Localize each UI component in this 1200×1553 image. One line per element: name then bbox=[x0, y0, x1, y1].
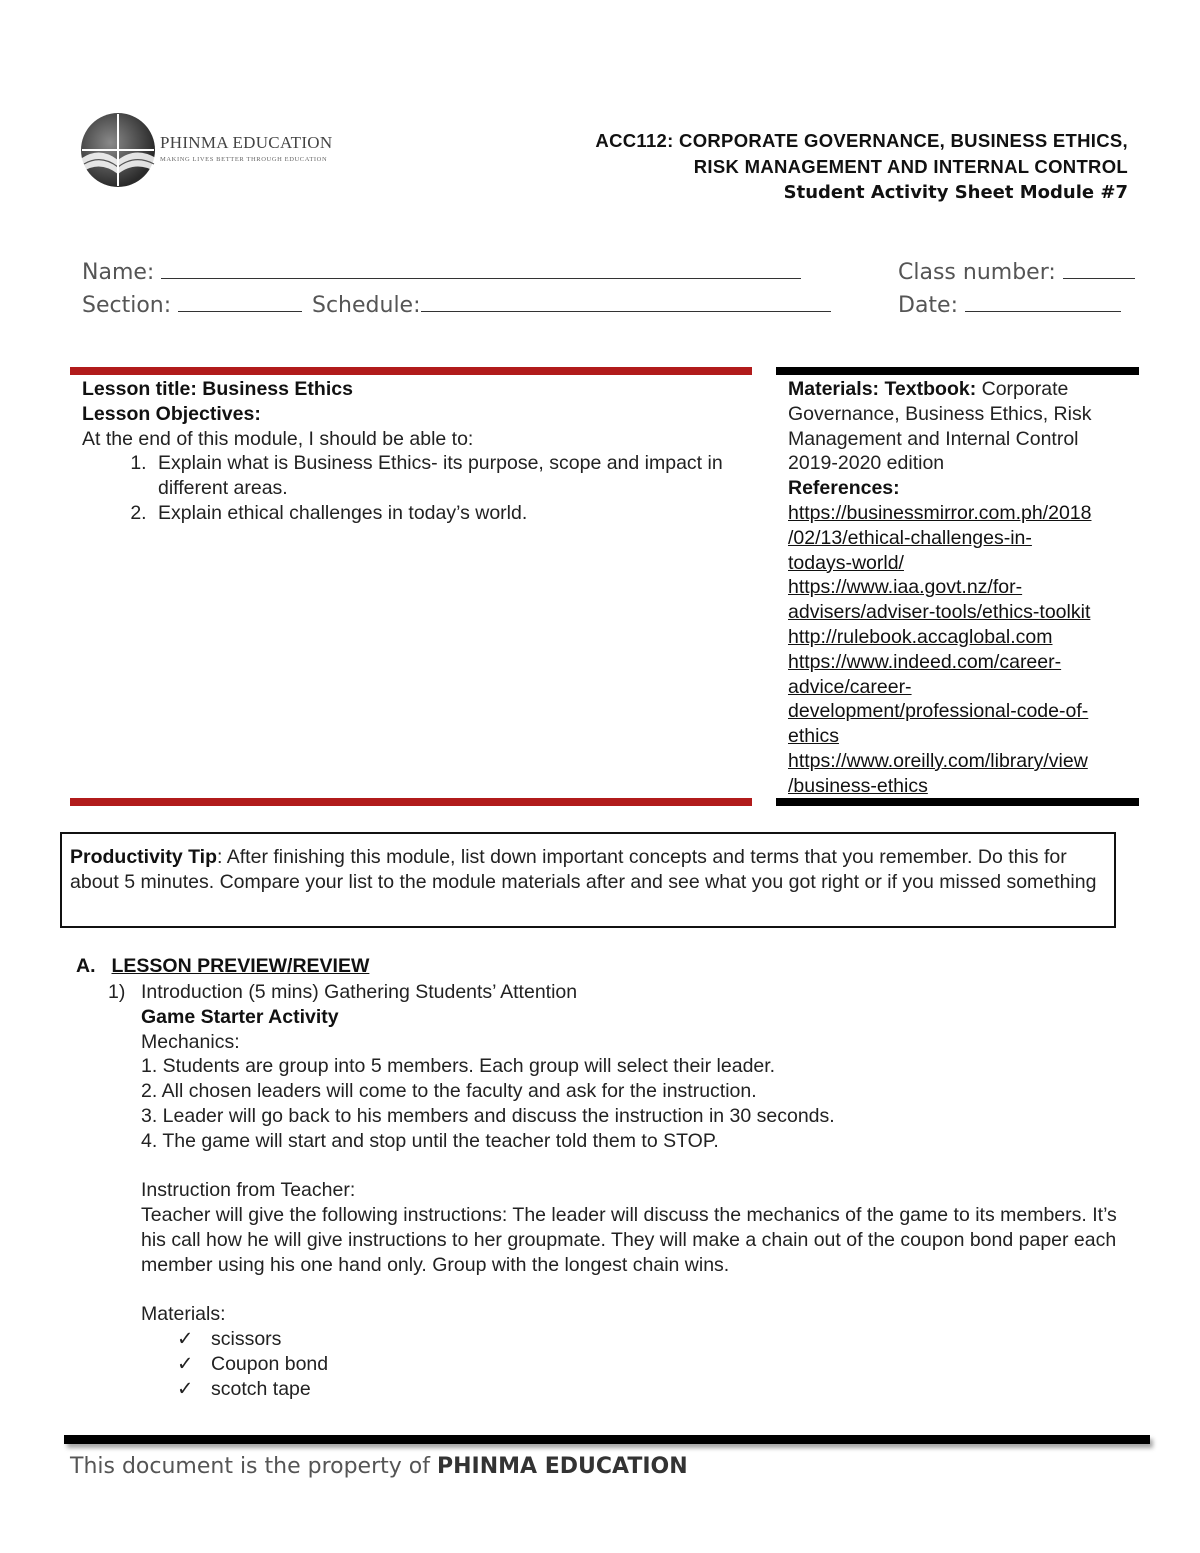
section-a-letter: A. bbox=[76, 955, 96, 977]
item-number: 1) bbox=[108, 981, 126, 1003]
class-number-field[interactable] bbox=[898, 256, 1135, 285]
section-field[interactable] bbox=[82, 289, 302, 318]
list-item bbox=[177, 1352, 1121, 1377]
lesson-title bbox=[82, 377, 742, 402]
schedule-field[interactable] bbox=[312, 289, 831, 318]
reference-link[interactable] bbox=[788, 749, 1133, 799]
mechanics-label: Mechanics: bbox=[141, 1030, 240, 1053]
footer-text bbox=[70, 1454, 688, 1479]
material-item: Coupon bond bbox=[211, 1352, 329, 1375]
logo-tagline: MAKING LIVES BETTER THROUGH EDUCATION bbox=[160, 156, 328, 163]
objective-item: 2. Explain ethical challenges in today’s world. bbox=[152, 501, 742, 526]
mechanics-step: 3. Leader will go back to his members and discuss the instruction in 30 seconds. bbox=[141, 1104, 835, 1127]
productivity-tip-text: : After finishing this module, list down important concepts and terms that you remember. Do this for about 5 minutes. Compare your list to the module materials after and see what you got right or if you missed something bbox=[70, 846, 1097, 893]
lesson-bottom-bar bbox=[70, 798, 752, 806]
reference-link[interactable] bbox=[788, 625, 1133, 650]
date-label: Date: bbox=[898, 293, 958, 318]
instruction-text: Teacher will give the following instructions: The leader will discuss the mechanics of the game to its members. It’s his call how he will give instructions to her groupmate. They will make a chain out of the coupon bond paper each member using his one hand only. Group with the longest chain wins. bbox=[141, 1204, 1117, 1276]
date-field[interactable] bbox=[898, 289, 1121, 318]
reference-link-line: https://www.oreilly.com/library/view bbox=[788, 749, 1088, 772]
reference-link-line: ethics bbox=[788, 725, 839, 748]
materials-bottom-bar bbox=[776, 798, 1139, 806]
section-a-content bbox=[141, 980, 1121, 1402]
material-item: scissors bbox=[211, 1328, 282, 1351]
textbook-label: Textbook: bbox=[884, 378, 977, 400]
activity-title: Game Starter Activity bbox=[141, 1005, 339, 1028]
section-a-title: LESSON PREVIEW/REVIEW bbox=[111, 955, 370, 977]
materials-textbook bbox=[788, 377, 1133, 476]
material-item: scotch tape bbox=[211, 1377, 311, 1400]
materials-block bbox=[788, 377, 1133, 799]
name-label: Name: bbox=[82, 260, 155, 285]
name-field[interactable] bbox=[82, 256, 801, 285]
materials-list-label: Materials: bbox=[141, 1303, 226, 1326]
textbook-value: Corporate Governance, Business Ethics, Risk Management and Internal Control 2019-2020 edition bbox=[788, 378, 1092, 475]
section-label: Section: bbox=[82, 293, 172, 318]
name-blank[interactable] bbox=[161, 256, 801, 279]
lesson-title-label: Lesson title: bbox=[82, 378, 197, 400]
mechanics-step: 2. All chosen leaders will come to the faculty and ask for the instruction. bbox=[141, 1080, 757, 1103]
lesson-title-value: Business Ethics bbox=[202, 378, 353, 400]
reference-link-line: /business-ethics bbox=[788, 774, 928, 797]
mechanics-step: 1. Students are group into 5 members. Each group will select their leader. bbox=[141, 1055, 776, 1078]
footer-owner: PHINMA EDUCATION bbox=[436, 1454, 688, 1479]
course-title-line-2: RISK MANAGEMENT AND INTERNAL CONTROL bbox=[693, 156, 1128, 177]
schedule-blank[interactable] bbox=[421, 289, 831, 312]
class-number-label: Class number: bbox=[898, 260, 1056, 285]
materials-label: Materials: bbox=[788, 378, 880, 400]
mechanics-step: 4. The game will start and stop until the teacher told them to STOP. bbox=[141, 1129, 719, 1152]
reference-link-line: https://www.indeed.com/career- bbox=[788, 650, 1062, 673]
lesson-top-bar bbox=[70, 367, 752, 375]
footer-bar bbox=[64, 1435, 1150, 1444]
list-item bbox=[177, 1327, 1121, 1352]
reference-link-line: advisers/adviser-tools/ethics-toolkit bbox=[788, 601, 1091, 624]
reference-link-line: http://rulebook.accaglobal.com bbox=[788, 625, 1053, 648]
reference-link-line: /02/13/ethical-challenges-in- bbox=[788, 526, 1032, 549]
list-item bbox=[177, 1377, 1121, 1402]
date-blank[interactable] bbox=[965, 289, 1121, 312]
objectives-list bbox=[82, 451, 742, 525]
objective-item: 1. Explain what is Business Ethics- its purpose, scope and impact in different areas. bbox=[152, 451, 742, 501]
productivity-tip bbox=[70, 845, 1110, 895]
reference-link-line: https://www.iaa.govt.nz/for- bbox=[788, 576, 1023, 599]
globe-book-icon bbox=[74, 112, 164, 192]
instruction-label: Instruction from Teacher: bbox=[141, 1179, 356, 1202]
lesson-objectives-label: Lesson Objectives: bbox=[82, 402, 261, 425]
lesson-objectives-intro: At the end of this module, I should be able to: bbox=[82, 427, 474, 450]
schedule-label: Schedule: bbox=[312, 293, 421, 318]
section-a-heading bbox=[76, 955, 369, 978]
section-blank[interactable] bbox=[178, 289, 302, 312]
reference-link-line: https://businessmirror.com.ph/2018 bbox=[788, 501, 1092, 524]
materials-top-bar bbox=[776, 367, 1139, 375]
references-label: References: bbox=[788, 477, 900, 500]
lesson-block bbox=[82, 377, 742, 526]
reference-link-line: advice/career- bbox=[788, 675, 912, 698]
class-number-blank[interactable] bbox=[1063, 256, 1135, 279]
checkmark-icon: ✓ bbox=[177, 1377, 194, 1400]
sheet-title: Student Activity Sheet Module #7 bbox=[783, 182, 1128, 203]
reference-link[interactable] bbox=[788, 650, 1133, 749]
reference-link[interactable] bbox=[788, 575, 1133, 625]
reference-link[interactable] bbox=[788, 501, 1133, 575]
footer-prefix: This document is the property of bbox=[70, 1454, 430, 1479]
materials-list bbox=[141, 1327, 1121, 1401]
course-title-line-1: ACC112: CORPORATE GOVERNANCE, BUSINESS ETHICS, bbox=[595, 130, 1128, 151]
reference-link-line: development/professional-code-of- bbox=[788, 700, 1089, 723]
checkmark-icon: ✓ bbox=[177, 1328, 194, 1351]
reference-link-line: todays-world/ bbox=[788, 551, 904, 574]
logo-name: PHINMA EDUCATION bbox=[160, 133, 333, 152]
checkmark-icon: ✓ bbox=[177, 1352, 194, 1375]
productivity-tip-label: Productivity Tip bbox=[70, 846, 217, 868]
item-text: Introduction (5 mins) Gathering Students’ Attention bbox=[141, 981, 578, 1003]
